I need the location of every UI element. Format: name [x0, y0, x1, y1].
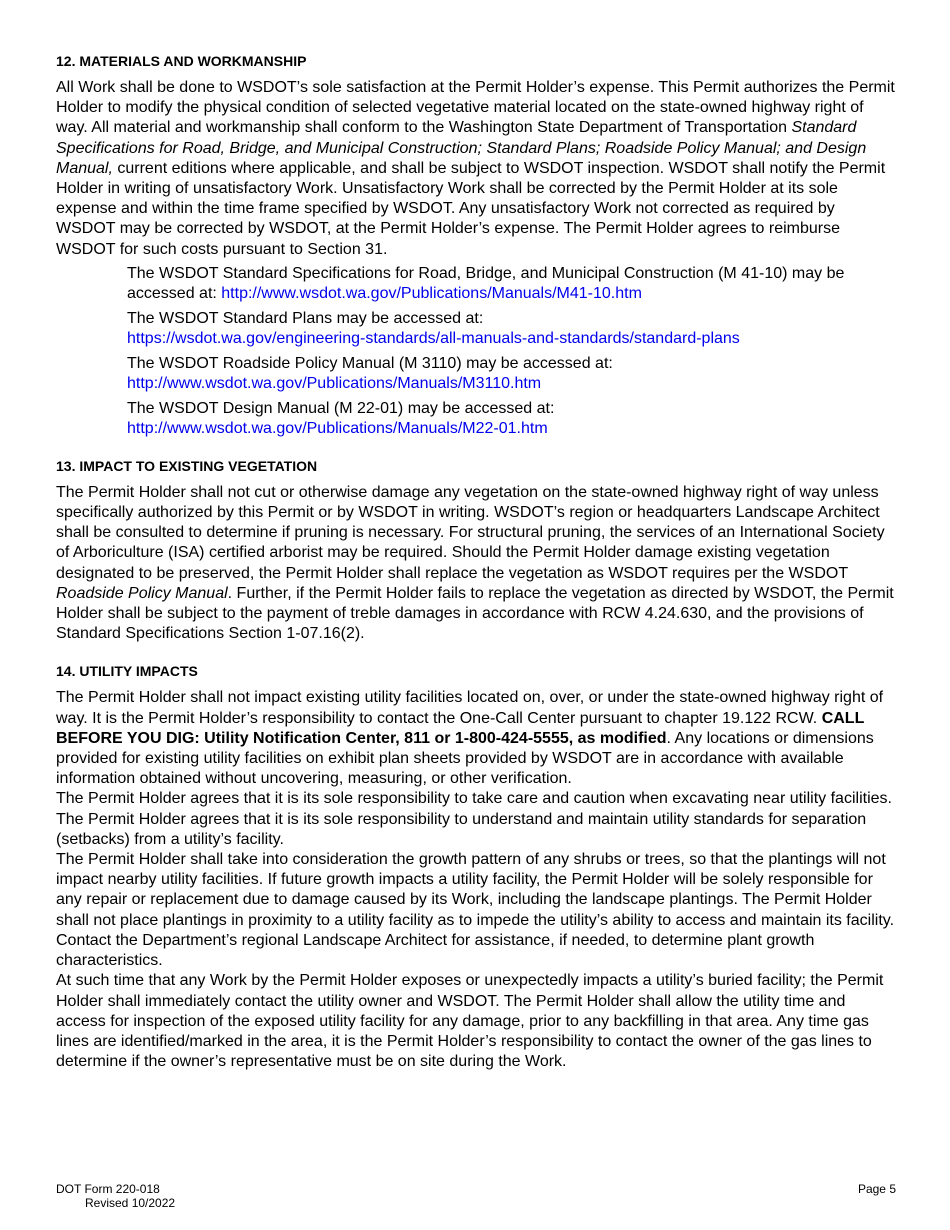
revision-date: Revised 10/2022 — [85, 1196, 176, 1210]
reference-item: The WSDOT Roadside Policy Manual (M 3110) may be accessed at: http://www.wsdot.wa.gov/Publications/Manuals/M3110.htm — [127, 354, 613, 392]
document-page — [56, 52, 896, 1090]
reference-item: The WSDOT Design Manual (M 22-01) may be accessed at: http://www.wsdot.wa.gov/Publications/Manuals/M22-01.htm — [127, 399, 555, 437]
section-paragraph: At such time that any Work by the Permit Holder exposes or unexpectedly impacts a utility’s buried facility; the Permit Holder shall immediately contact the utility owner and WSDOT. The Permit Holder shall allow the utility time and access for inspection of the exposed utility facility for any damage, prior to any backfilling in that area. Any time gas lines are identified/marked in the area, it is the Permit Holder’s responsibility to contact the owner of the gas lines to determine if the owner’s representative must be on site during the Work. — [56, 972, 884, 1071]
reference-item: The WSDOT Standard Plans may be accessed at: https://wsdot.wa.gov/engineering-standards/all-manuals-and-standards/standard-plans — [127, 309, 740, 347]
form-number: DOT Form 220-018 — [56, 1182, 160, 1196]
section-12-materials — [56, 52, 896, 439]
section-heading: 12. MATERIALS AND WORKMANSHIP — [56, 53, 307, 69]
link-m3110[interactable]: http://www.wsdot.wa.gov/Publications/Manuals/M3110.htm — [127, 374, 542, 392]
section-paragraph: All Work shall be done to WSDOT’s sole satisfaction at the Permit Holder’s expense. This Permit authorizes the Permit Holder to modify the physical condition of selected vegetative material located on the state-owned highway right of way. All material and workmanship shall conform to the Washington State Department of Transportation Standard Specifications for Road, Bridge, and Municipal Construction; Standard Plans; Roadside Policy Manual; and Design Manual, current editions where applicable, and shall be subject to WSDOT inspection. WSDOT shall notify the Permit Holder in writing of unsatisfactory Work. Unsatisfactory Work shall be corrected by the Permit Holder at its sole expense and within the time frame specified by WSDOT. Any unsatisfactory Work not corrected as required by WSDOT may be corrected by WSDOT, at the Permit Holder’s expense. The Permit Holder agrees to reimburse WSDOT for such costs pursuant to Section 31. — [56, 79, 895, 258]
section-heading: 14. UTILITY IMPACTS — [56, 663, 198, 680]
link-m22-01[interactable]: http://www.wsdot.wa.gov/Publications/Manuals/M22-01.htm — [127, 419, 548, 437]
section-paragraph: The Permit Holder shall not impact existing utility facilities located on, over, or under the state-owned highway right of way. It is the Permit Holder’s responsibility to contact the One-Call Center pursuant to chapter 19.122 RCW. CALL BEFORE YOU DIG: Utility Notification Center, 811 or 1-800-424-5555, as modified. Any locations or dimensions provided for existing utility facilities on exhibit plan sheets provided by WSDOT are in accordance with available information obtained without uncovering, measuring, or other verification. — [56, 689, 884, 788]
reference-links — [127, 264, 896, 439]
section-paragraph: The Permit Holder shall take into consideration the growth pattern of any shrubs or trees, so that the plantings will not impact nearby utility facilities. If future growth impacts a utility facility, the Permit Holder will be solely responsible for any repair or replacement due to damage caused by its Work, including the landscape plantings. The Permit Holder shall not place plantings in proximity to a utility facility as to impede the utility’s ability to access and maintain its facility. Contact the Department’s regional Landscape Architect for assistance, if needed, to determine plant growth characteristics. — [56, 851, 895, 970]
page-number: Page 5 — [857, 1182, 896, 1196]
section-heading: 13. IMPACT TO EXISTING VEGETATION — [56, 457, 318, 474]
section-paragraph: The Permit Holder shall not cut or otherwise damage any vegetation on the state-owned highway right of way unless specifically authorized by this Permit or by WSDOT in writing. WSDOT’s region or headquarters Landscape Architect shall be consulted to determine if pruning is necessary. For structural pruning, the services of an International Society of Arboriculture (ISA) certified arborist may be required. Should the Permit Holder damage existing vegetation designated to be preserved, the Permit Holder shall replace the vegetation as WSDOT requires per the WSDOT Roadside Policy Manual. Further, if the Permit Holder fails to replace the vegetation as directed by WSDOT, the Permit Holder shall be subject to the payment of treble damages in accordance with RCW 4.24.630, and the provisions of Standard Specifications Section 1-07.16(2). — [56, 483, 894, 643]
section-13-vegetation — [56, 457, 896, 645]
section-paragraph: The Permit Holder agrees that it is its sole responsibility to take care and caution when excavating near utility facilities. The Permit Holder agrees that it is its sole responsibility to understand and maintain utility standards for separation (setbacks) from a utility’s facility. — [56, 790, 892, 848]
link-m41-10[interactable]: http://www.wsdot.wa.gov/Publications/Manuals/M41-10.htm — [221, 284, 642, 302]
section-14-utility — [56, 662, 896, 1072]
reference-item: The WSDOT Standard Specifications for Road, Bridge, and Municipal Construction (M 41-10) may be accessed at: http://www.wsdot.wa.gov/Publications/Manuals/M41-10.htm — [127, 264, 845, 302]
form-info — [56, 1182, 175, 1210]
link-standard-plans[interactable]: https://wsdot.wa.gov/engineering-standards/all-manuals-and-standards/standard-plans — [127, 329, 740, 347]
